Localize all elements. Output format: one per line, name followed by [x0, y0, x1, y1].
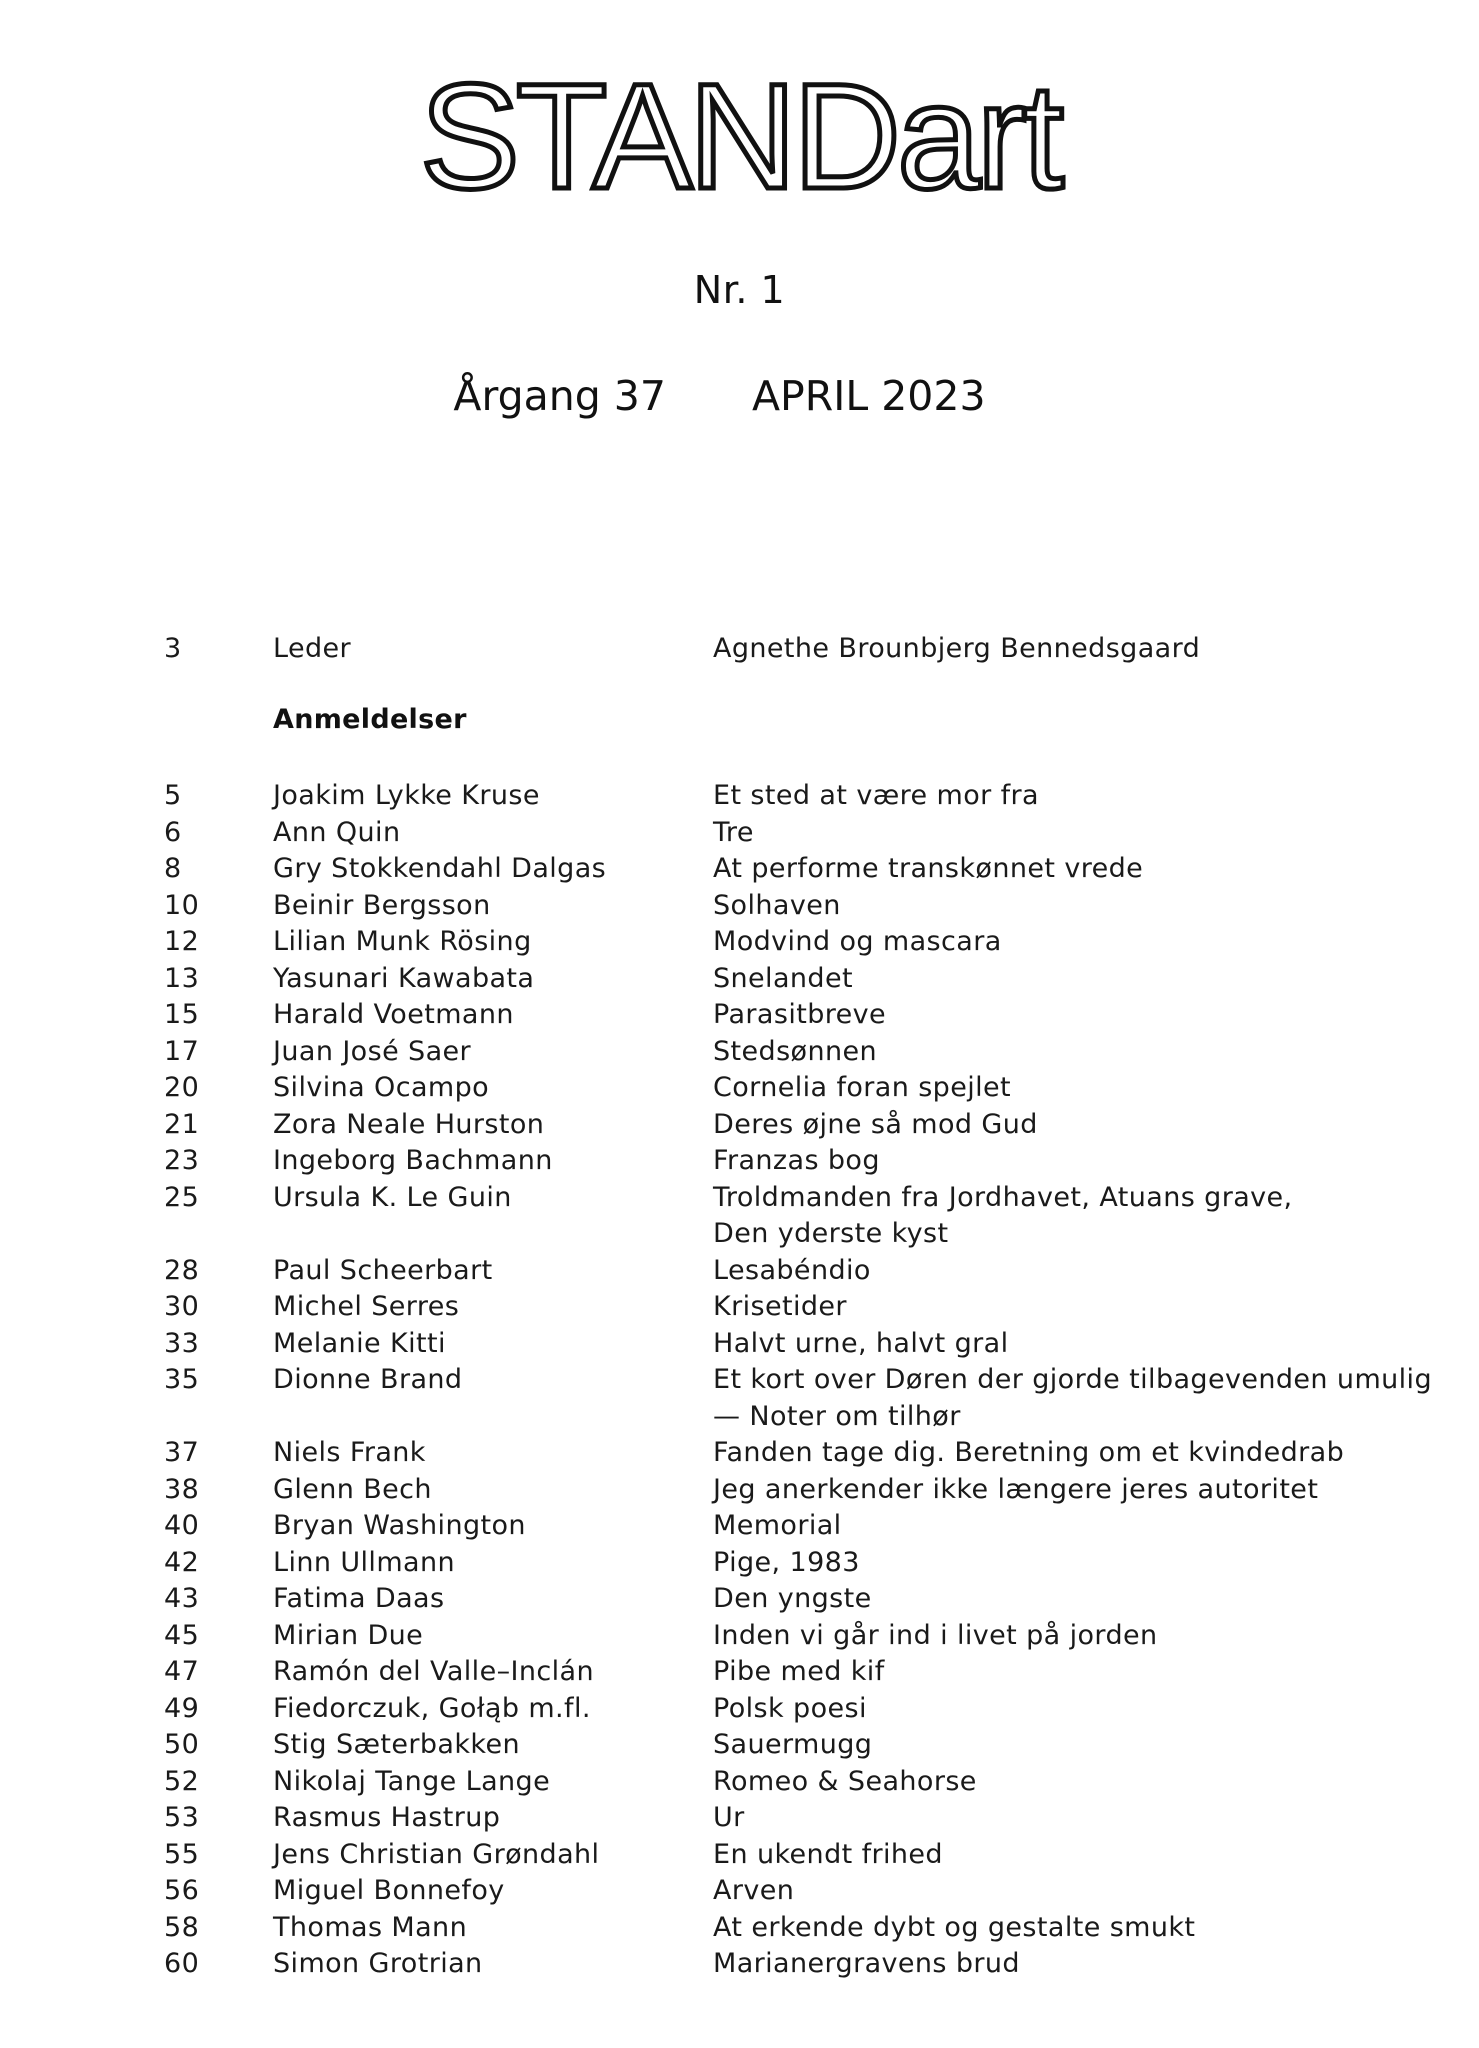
review-title: Parasitbreve — [713, 999, 887, 1030]
issue-date: APRIL 2023 — [751, 372, 986, 420]
review-author: Thomas Mann — [273, 1911, 468, 1943]
editorial-label: Leder — [273, 633, 352, 664]
review-title: Et sted at være mor fra — [713, 780, 1039, 811]
page-number: 12 — [164, 926, 200, 957]
review-author: Paul Scheerbart — [273, 1254, 493, 1286]
review-author: Ingeborg Bachmann — [273, 1145, 553, 1176]
page-number: 21 — [164, 1108, 200, 1140]
review-author: Zora Neale Hurston — [273, 1108, 545, 1140]
page-number: 43 — [164, 1583, 200, 1614]
page-number: 20 — [164, 1072, 200, 1103]
page-number: 58 — [164, 1911, 200, 1943]
review-title: En ukendt frihed — [713, 1838, 943, 1870]
issue-meta — [0, 372, 1479, 420]
review-author: Lilian Munk Rösing — [273, 926, 532, 957]
page-number: 3 — [164, 633, 182, 664]
review-author: Gry Stokkendahl Dalgas — [273, 853, 607, 884]
review-author: Michel Serres — [273, 1291, 460, 1322]
standart-logo — [0, 60, 1479, 210]
section-heading: Anmeldelser — [273, 704, 467, 735]
page-number: 53 — [164, 1802, 200, 1833]
page-number: 33 — [164, 1327, 200, 1359]
review-author: Jens Christian Grøndahl — [273, 1838, 600, 1870]
page-number: 49 — [164, 1692, 200, 1724]
logo-text: STANDart — [419, 60, 1060, 210]
page-number: 40 — [164, 1510, 200, 1541]
review-title: Romeo & Seahorse — [713, 1765, 977, 1797]
review-title: Fanden tage dig. Beretning om et kvindedrab — [713, 1437, 1345, 1468]
review-author: Fiedorczuk, Gołąb m.fl. — [273, 1692, 591, 1724]
review-title: Krisetider — [713, 1291, 847, 1322]
page-number: 5 — [164, 780, 182, 811]
page-number: 56 — [164, 1875, 200, 1906]
review-title: Lesabéndio — [713, 1254, 871, 1286]
page-number: 28 — [164, 1254, 200, 1286]
review-author: Bryan Washington — [273, 1510, 526, 1541]
review-author: Harald Voetmann — [273, 999, 514, 1030]
page-number: 8 — [164, 853, 182, 884]
page-number: 30 — [164, 1291, 200, 1322]
review-title: Modvind og mascara — [713, 926, 1002, 957]
page-number: 17 — [164, 1035, 200, 1067]
review-author: Dionne Brand — [273, 1364, 463, 1395]
page-number: 50 — [164, 1729, 200, 1760]
review-author: Simon Grotrian — [273, 1948, 483, 1979]
review-author: Linn Ullmann — [273, 1546, 455, 1578]
issue-number: Nr. 1 — [693, 268, 786, 312]
page-number: 6 — [164, 816, 182, 848]
review-author: Rasmus Hastrup — [273, 1802, 501, 1833]
review-author: Melanie Kitti — [273, 1327, 446, 1359]
review-author: Ursula K. Le Guin — [273, 1181, 512, 1213]
review-author: Silvina Ocampo — [273, 1072, 490, 1103]
page-number: 52 — [164, 1765, 200, 1797]
review-author: Juan José Saer — [273, 1035, 472, 1067]
page-number: 10 — [164, 889, 200, 921]
volume-label: Årgang 37 — [453, 372, 666, 420]
page-number: 37 — [164, 1437, 200, 1468]
review-title: Marianergravens brud — [713, 1948, 1020, 1979]
review-title: Stedsønnen — [713, 1035, 878, 1067]
review-title: Et kort over Døren der gjorde tilbagevenden umulig — Noter om tilhør — [713, 1364, 1432, 1432]
review-title: Sauermugg — [713, 1729, 873, 1760]
page-number: 23 — [164, 1145, 200, 1176]
page-number: 38 — [164, 1473, 200, 1505]
page-number: 47 — [164, 1656, 200, 1687]
review-title: Pibe med kif — [713, 1656, 885, 1687]
review-author: Ramón del Valle–Inclán — [273, 1656, 594, 1687]
review-author: Stig Sæterbakken — [273, 1729, 521, 1760]
review-title: Troldmanden fra Jordhavet, Atuans grave, Den yderste kyst — [713, 1181, 1293, 1249]
review-title: Inden vi går ind i livet på jorden — [713, 1619, 1158, 1651]
review-title: Pige, 1983 — [713, 1546, 860, 1578]
review-title: Solhaven — [713, 889, 841, 921]
review-author: Fatima Daas — [273, 1583, 445, 1614]
review-author: Yasunari Kawabata — [273, 962, 535, 994]
review-author: Niels Frank — [273, 1437, 426, 1468]
review-title: At erkende dybt og gestalte smukt — [713, 1911, 1196, 1943]
editorial-author: Agnethe Brounbjerg Bennedsgaard — [713, 633, 1201, 664]
page-number: 25 — [164, 1181, 200, 1213]
page-number: 45 — [164, 1619, 200, 1651]
review-author: Mirian Due — [273, 1619, 424, 1651]
review-author: Beinir Bergsson — [273, 889, 491, 921]
review-title: Ur — [713, 1802, 745, 1833]
page-number: 15 — [164, 999, 200, 1030]
review-title: Den yngste — [713, 1583, 872, 1614]
page-number: 42 — [164, 1546, 200, 1578]
page-number: 35 — [164, 1364, 200, 1395]
review-title: Halvt urne, halvt gral — [713, 1327, 1009, 1359]
page-number: 55 — [164, 1838, 200, 1870]
review-author: Ann Quin — [273, 816, 401, 848]
review-title: Memorial — [713, 1510, 842, 1541]
review-title: Snelandet — [713, 962, 853, 994]
review-title: Arven — [713, 1875, 795, 1906]
review-author: Glenn Bech — [273, 1473, 432, 1505]
review-title: Tre — [713, 816, 754, 848]
review-author: Joakim Lykke Kruse — [273, 780, 540, 811]
review-title: Franzas bog — [713, 1145, 880, 1176]
page-number: 60 — [164, 1948, 200, 1979]
review-author: Miguel Bonnefoy — [273, 1875, 505, 1906]
review-author: Nikolaj Tange Lange — [273, 1765, 551, 1797]
review-title: Cornelia foran spejlet — [713, 1072, 1012, 1103]
review-title: Jeg anerkender ikke længere jeres autoritet — [713, 1473, 1319, 1505]
page-number: 13 — [164, 962, 200, 994]
review-title: Deres øjne så mod Gud — [713, 1108, 1038, 1140]
review-title: At performe transkønnet vrede — [713, 853, 1144, 884]
review-title: Polsk poesi — [713, 1692, 867, 1724]
